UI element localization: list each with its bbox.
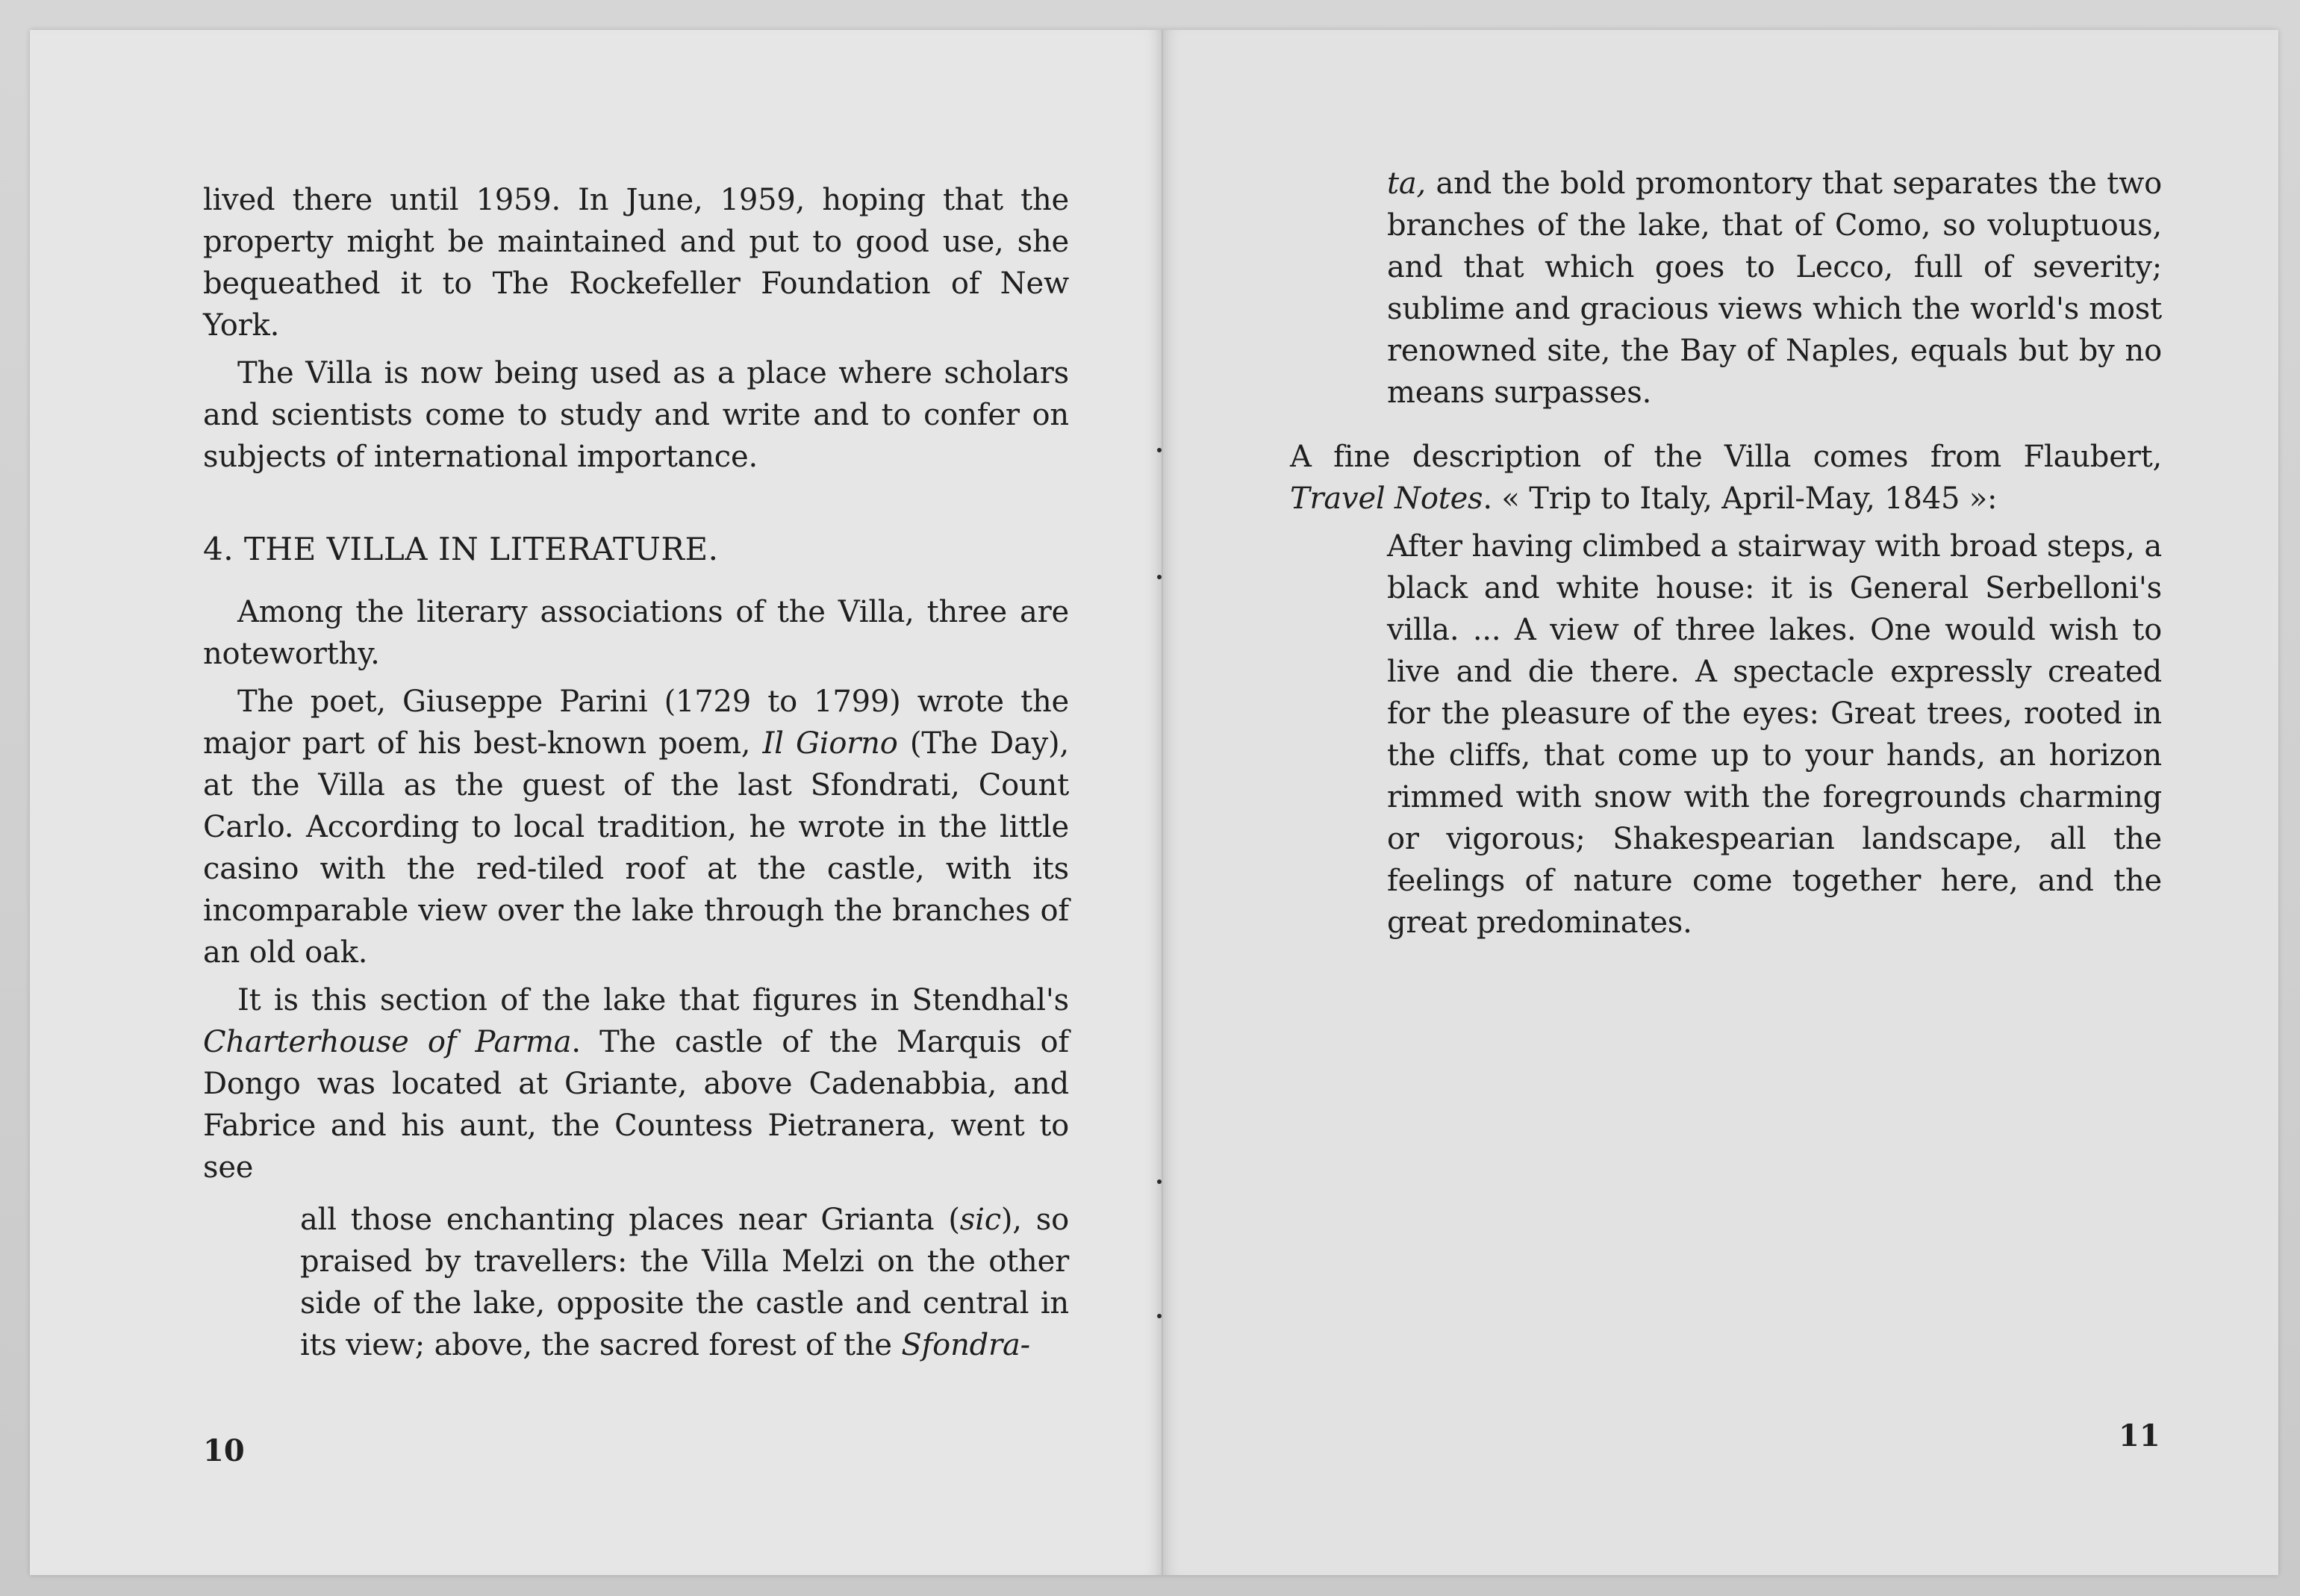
stendhal-quote-continued <box>1387 163 2162 414</box>
paragraph-bequest: lived there until 1959. In June, 1959, hoping that the property might be maintained and put to good use, she bequeathed it to The Rockefeller Foundation of New York. <box>203 183 1069 343</box>
paragraph-stendhal <box>203 979 1069 1188</box>
quote-text-a: all those enchanting places near Grianta ( <box>300 1203 960 1237</box>
quote-continued-text: and the bold promontory that separates the two branches of the lake, that of Como, so voluptuous, and that which goes to Lecco, full of severity; sublime and gracious views which the world's most renowned site, the Bay of Naples, equals but by no means surpasses. <box>1387 166 2162 410</box>
flaubert-quote: After having climbed a stairway with broad steps, a black and white house: it is General Serbelloni's villa. ... A view of three lakes. One would wish to live and die there. A spectacle expressly created for the pleasure of the eyes: Great trees, rooted in the cliffs, that come up to your hands, an horizon rimmed with snow with the foregrounds charming or vigorous; Shakespearian landscape, all the feelings of nature come together here, and the great predominates. <box>1387 529 2162 940</box>
binding-staple-mark <box>1157 1314 1162 1318</box>
flaubert-intro-a: A fine description of the Villa comes from Flaubert, <box>1290 440 2162 474</box>
parini-text-b: (The Day), at the Villa as the guest of the last Sfondrati, Count Carlo. According to local tradition, he wrote in the little casino with the red-tiled roof at the castle, with its incomparable view over the lake through the branches of an old oak. <box>203 726 1069 970</box>
open-booklet <box>30 30 2278 1575</box>
paragraph-villa-use: The Villa is now being used as a place where scholars and scientists come to study and write and to confer on subjects of international importance. <box>203 356 1069 474</box>
paragraph-parini <box>203 681 1069 973</box>
binding-staple-mark <box>1157 575 1162 579</box>
charterhouse-title: Charterhouse of Parma <box>203 1025 572 1059</box>
quote-text-b: ), so praised by travellers: the Villa Melzi on the other side of the lake, opposite the castle and central in its view; above, the sacred forest of the <box>300 1203 1069 1362</box>
stendhal-text-b: . The castle of the Marquis of Dongo was located at Griante, above Cadenabbia, and Fabrice and his aunt, the Countess Pietranera, went to see <box>203 1025 1069 1185</box>
section-heading: 4. THE VILLA IN LITERATURE. <box>203 531 719 567</box>
page-number-right: 11 <box>2119 1418 2160 1453</box>
paragraph-associations: Among the literary associations of the Villa, three are noteworthy. <box>203 595 1069 671</box>
left-page <box>30 30 1163 1575</box>
right-page <box>1163 30 2278 1575</box>
stendhal-text-a: It is this section of the lake that figures in Stendhal's <box>237 983 1069 1017</box>
right-page-text <box>1290 163 2162 944</box>
il-giorno-title: Il Giorno <box>762 726 898 761</box>
sfondrata-word-end: ta, <box>1387 166 1427 201</box>
flaubert-intro-b: . « Trip to Italy, April-May, 1845 »: <box>1483 481 1998 516</box>
sic-note: sic <box>959 1203 1001 1237</box>
stendhal-quote <box>300 1199 1069 1366</box>
left-page-text <box>203 179 1069 1366</box>
parini-text-a: The poet, Giuseppe Parini (1729 to 1799) wrote the major part of his best-known poem, <box>203 685 1069 761</box>
binding-staple-mark <box>1157 1179 1162 1184</box>
paragraph-flaubert-intro <box>1290 436 2162 520</box>
page-number-left: 10 <box>203 1433 245 1468</box>
travel-notes-title: Travel Notes <box>1290 481 1483 516</box>
binding-staple-mark <box>1157 448 1162 452</box>
sfondrata-word-start: Sfondra- <box>901 1328 1030 1362</box>
